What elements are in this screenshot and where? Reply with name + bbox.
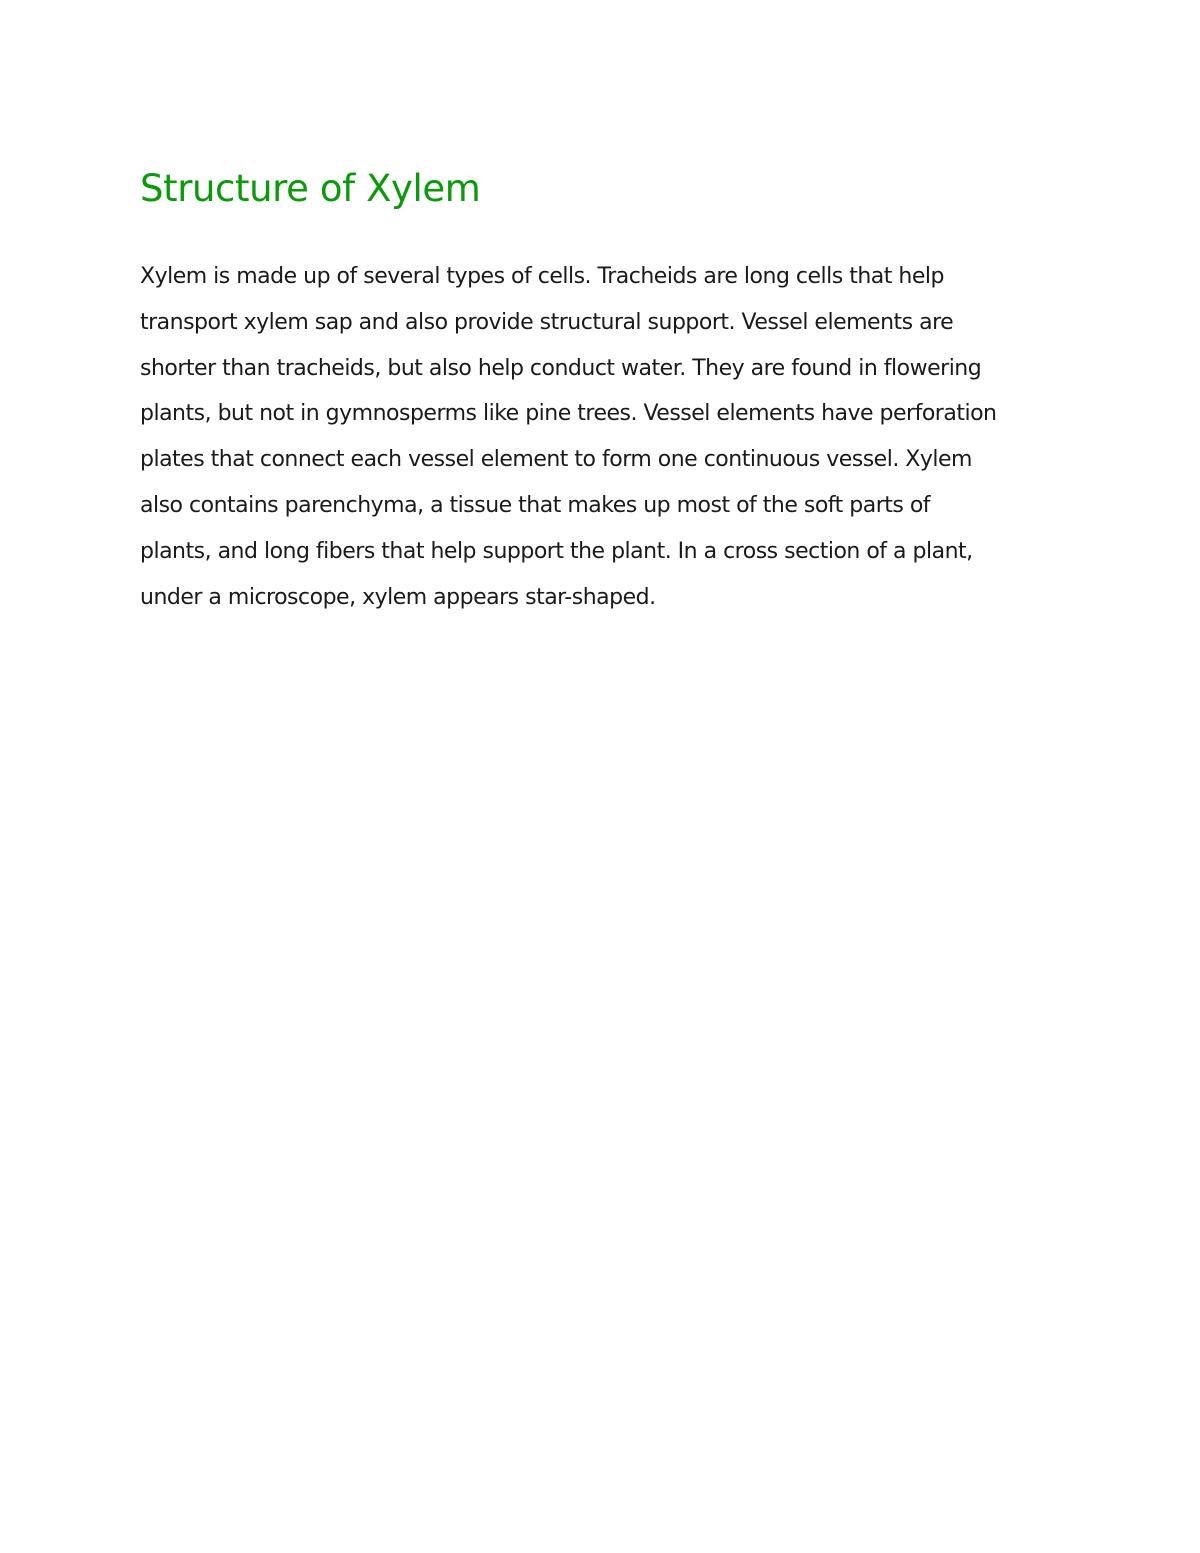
paragraph-line: under a microscope, xylem appears star-shaped. — [140, 584, 656, 610]
paragraph-line: plants, but not in gymnosperms like pine trees. Vessel elements have perforation — [140, 401, 997, 427]
paragraph-line: plates that connect each vessel element to form one continuous vessel. Xylem — [140, 447, 972, 473]
paragraph-line: plants, and long fibers that help support the plant. In a cross section of a plant, — [140, 538, 973, 564]
paragraph-line: shorter than tracheids, but also help conduct water. They are found in flowering — [140, 355, 982, 381]
paragraph-line: also contains parenchyma, a tissue that makes up most of the soft parts of — [140, 492, 931, 518]
paragraph-line: transport xylem sap and also provide structural support. Vessel elements are — [140, 309, 954, 335]
page-title: Structure of Xylem — [140, 167, 481, 210]
paragraph-line: Xylem is made up of several types of cells. Tracheids are long cells that help — [140, 264, 944, 289]
body-paragraph — [140, 254, 1080, 620]
